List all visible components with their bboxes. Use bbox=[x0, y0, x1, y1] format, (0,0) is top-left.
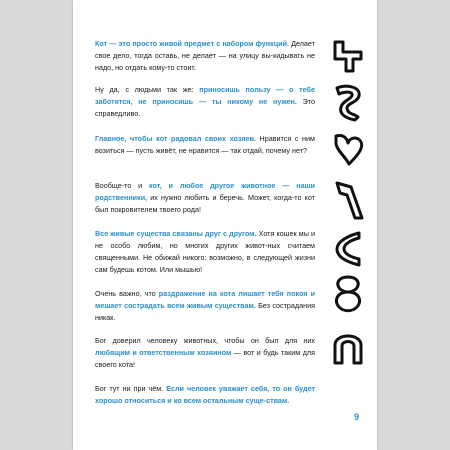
highlighted-text: Если человек уважает себя, то он будет хорошо относиться и ко всем остальным суще-ствам. bbox=[95, 384, 315, 405]
highlighted-text: приносишь пользу — о тебе заботятся, не приносишь — ты никому не нужен. bbox=[95, 85, 315, 106]
highlighted-text: Все живые существа связаны друг с другом. bbox=[95, 229, 257, 238]
body-text: Ну да, с людьми так же: bbox=[95, 85, 200, 94]
book-page bbox=[73, 0, 377, 450]
paragraph-text bbox=[95, 38, 315, 74]
paragraph-text bbox=[95, 84, 315, 120]
ayin-heart-glyph-icon bbox=[329, 130, 367, 170]
page-number: 9 bbox=[354, 412, 360, 422]
paragraph-text bbox=[95, 180, 315, 216]
body-text: Бог тут ни при чём. bbox=[95, 384, 167, 393]
dalet-slant-glyph-icon bbox=[329, 178, 367, 218]
body-text: — вот и будь таким для своего кота! bbox=[95, 348, 315, 369]
paragraph-8 bbox=[95, 383, 315, 407]
body-text: Это справедливо. bbox=[95, 97, 315, 118]
highlighted-text: Главное, чтобы кот радовал своих хозяев. bbox=[95, 134, 256, 143]
highlighted-text: Кот — это просто живой предмет с набором функций. bbox=[95, 39, 289, 48]
paragraph-2 bbox=[95, 84, 315, 120]
highlighted-text: кот, и любое другое животное — наши родственники, bbox=[95, 181, 315, 202]
kaf-sofit-glyph-icon bbox=[329, 82, 367, 122]
body-text: Бог доверил человеку животных, чтобы он был для них bbox=[95, 336, 315, 345]
figure-eight-glyph-icon bbox=[329, 274, 367, 314]
body-text: Вообще-то и bbox=[95, 181, 150, 190]
bracket-glyph-icon bbox=[329, 228, 367, 268]
decorative-glyph-column bbox=[323, 0, 377, 450]
paragraph-5 bbox=[95, 228, 315, 276]
paragraph-7 bbox=[95, 335, 315, 371]
body-text: Делает свое дело, тогда оставь, не делает — на улицу вы-кидывать не надо, но отдать кому-то стоит. bbox=[95, 39, 315, 72]
highlighted-text: любящим и ответственным хозяином bbox=[95, 348, 232, 357]
body-text: Хотя кошек мы и не особо любим, но многих других живот-ных считаем священными. Не обижай никого: возможно, в следующей жизни сам будешь котом. Или мышью! bbox=[95, 229, 315, 274]
paragraph-text bbox=[95, 133, 315, 157]
body-text: Без сострадания никак. bbox=[95, 301, 315, 322]
highlighted-text: раздражение на кота лишает тебя покоя и мешает сострадать всем живым существам. bbox=[95, 289, 315, 310]
paragraph-1 bbox=[95, 38, 315, 74]
body-text: их нужно любить и беречь. Может, когда-то кот был покровителем твоего рода! bbox=[95, 193, 315, 214]
paragraph-text bbox=[95, 335, 315, 371]
paragraph-6 bbox=[95, 288, 315, 324]
paragraph-4 bbox=[95, 180, 315, 216]
arch-glyph-icon bbox=[329, 325, 367, 365]
body-text: Нравится с ним возиться — пусть живёт, не нравится — так отдай, почему нет? bbox=[95, 134, 315, 155]
body-text: Очень важно, что bbox=[95, 289, 159, 298]
paragraph-text bbox=[95, 288, 315, 324]
paragraph-3 bbox=[95, 133, 315, 157]
lamed-glyph-icon bbox=[329, 36, 367, 76]
paragraph-text bbox=[95, 228, 315, 276]
paragraph-text bbox=[95, 383, 315, 407]
